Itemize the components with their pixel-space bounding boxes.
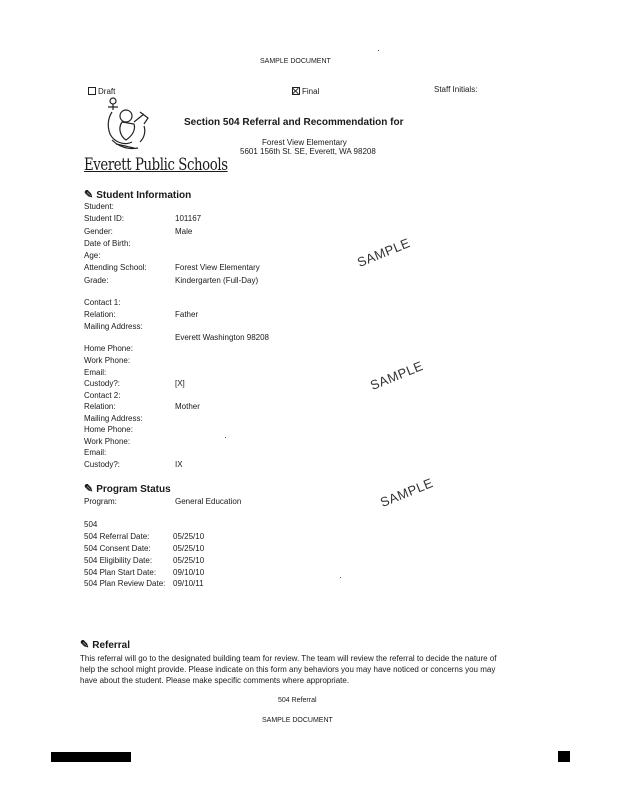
- date-label: 504 Plan Review Date:: [84, 579, 166, 588]
- scan-speck: [378, 50, 379, 51]
- final-checkbox-field[interactable]: [292, 87, 319, 96]
- info-label: Grade:: [84, 276, 109, 285]
- info-label: Work Phone:: [84, 437, 131, 446]
- info-value: Forest View Elementary: [175, 263, 260, 272]
- section-504-label: 504: [84, 520, 98, 529]
- info-label: Age:: [84, 251, 101, 260]
- program-status-heading-text: Program Status: [96, 484, 171, 495]
- redaction-bar: [51, 752, 131, 762]
- edit-pencil-icon: ✎: [80, 639, 90, 651]
- school-mascot-logo-icon: [104, 96, 152, 152]
- info-value: General Education: [175, 497, 242, 506]
- info-label: Home Phone:: [84, 344, 133, 353]
- date-value: 05/25/10: [173, 556, 205, 565]
- final-label: Final: [302, 87, 320, 96]
- date-label: 504 Referral Date:: [84, 532, 150, 541]
- school-name: Forest View Elementary: [262, 138, 347, 147]
- custody-value: [X]: [175, 379, 185, 388]
- info-label: Program:: [84, 497, 117, 506]
- final-checkbox[interactable]: [292, 87, 300, 95]
- info-label: Contact 2:: [84, 391, 121, 400]
- info-label: Mailing Address:: [84, 322, 143, 331]
- info-label: Student:: [84, 202, 114, 211]
- info-label: Work Phone:: [84, 356, 131, 365]
- info-label: Custody?:: [84, 460, 121, 469]
- date-value: 09/10/11: [173, 579, 204, 588]
- info-label: Custody?:: [84, 379, 121, 388]
- edit-pencil-icon: ✎: [84, 189, 94, 201]
- sample-document-footer: SAMPLE DOCUMENT: [262, 717, 333, 724]
- sample-watermark: SAMPLE: [378, 475, 436, 510]
- info-label: Contact 1:: [84, 298, 121, 307]
- edit-pencil-icon: ✎: [84, 483, 94, 495]
- redaction-bar: [558, 751, 570, 762]
- info-label: Email:: [84, 368, 107, 377]
- info-label: Relation:: [84, 402, 116, 411]
- info-label: Student ID:: [84, 214, 125, 223]
- program-status-heading: [84, 482, 171, 495]
- info-label: Attending School:: [84, 263, 147, 272]
- scan-speck: [225, 437, 226, 438]
- info-value: Everett Washington 98208: [175, 333, 269, 342]
- info-label: Home Phone:: [84, 425, 133, 434]
- info-label: Gender:: [84, 227, 113, 236]
- sample-watermark: SAMPLE: [355, 235, 413, 270]
- info-value: Father: [175, 310, 199, 319]
- school-address: 5601 156th St. SE, Everett, WA 98208: [240, 147, 376, 156]
- custody-value: IX: [175, 460, 183, 469]
- date-value: 09/10/10: [173, 568, 205, 577]
- student-information-heading-text: Student Information: [96, 190, 192, 201]
- info-label: Relation:: [84, 310, 116, 319]
- date-value: 05/25/10: [173, 532, 205, 541]
- draft-checkbox[interactable]: [88, 87, 96, 95]
- referral-heading: [80, 638, 130, 651]
- page-footer-label: 504 Referral: [278, 697, 317, 704]
- info-value: Mother: [175, 402, 200, 411]
- referral-paragraph: This referral will go to the designated building team for review. The team will review the referral to decide the nature of help the school might provide. Please indicate on this form any behaviors you may have noticed or concerns you may have about the student. Please make specific comments where appropriate.: [80, 654, 497, 685]
- info-label: Email:: [84, 448, 107, 457]
- info-value: Male: [175, 227, 193, 236]
- draft-label: Draft: [98, 87, 116, 96]
- info-label: Mailing Address:: [84, 414, 143, 423]
- staff-initials-label: Staff Initials:: [434, 85, 478, 94]
- referral-heading-text: Referral: [92, 640, 131, 651]
- date-value: 05/25/10: [173, 544, 205, 553]
- draft-checkbox-field[interactable]: [88, 87, 115, 96]
- info-value: Kindergarten (Full-Day): [175, 276, 259, 285]
- info-value: 101167: [175, 214, 202, 223]
- sample-watermark: SAMPLE: [368, 358, 426, 393]
- page-title: Section 504 Referral and Recommendation for: [184, 117, 404, 128]
- date-label: 504 Plan Start Date:: [84, 568, 157, 577]
- date-label: 504 Eligibility Date:: [84, 556, 153, 565]
- student-information-heading: [84, 188, 191, 201]
- school-district-logo-text: Everett Public Schools: [84, 155, 228, 175]
- sample-document-header: SAMPLE DOCUMENT: [260, 58, 331, 65]
- scan-speck: [340, 577, 341, 578]
- date-label: 504 Consent Date:: [84, 544, 151, 553]
- info-label: Date of Birth:: [84, 239, 131, 248]
